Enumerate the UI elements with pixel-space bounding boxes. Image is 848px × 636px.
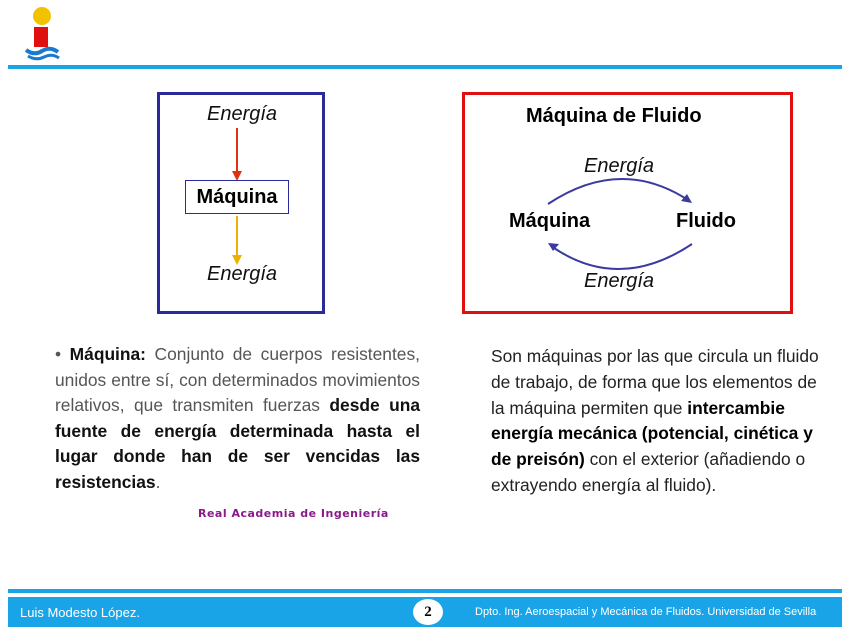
description-part1: Son máquinas por las que circula un fluido de trabajo, de forma que los elementos de la máquina permiten que xyxy=(491,346,819,418)
department-name: Dpto. Ing. Aeroespacial y Mecánica de Fluidos. Universidad de Sevilla xyxy=(475,606,817,618)
fluid-machine-title: Máquina de Fluido xyxy=(526,105,702,127)
definition-plain-text: Conjunto de cuerpos resistentes, unidos entre sí, con determinados movimientos relativos, que transmiten fuerzas xyxy=(55,344,420,415)
university-logo xyxy=(24,6,62,62)
machine-label: Máquina xyxy=(196,185,278,208)
footer-divider xyxy=(8,589,842,593)
down-arrow-yellow xyxy=(230,216,244,266)
machine-node-label: Máquina xyxy=(509,210,591,232)
bullet: • xyxy=(55,344,62,364)
fluid-machine-description xyxy=(491,344,821,499)
down-arrow-red xyxy=(230,128,244,182)
bottom-energy-label: Energía xyxy=(584,270,655,292)
machine-definition xyxy=(55,342,420,495)
header-divider xyxy=(8,65,842,69)
description-part2: con el exterior (añadiendo o extrayendo energía al fluido). xyxy=(491,449,806,495)
input-energy-label: Energía xyxy=(207,103,278,125)
author-name: Luis Modesto López. xyxy=(20,605,140,620)
page-number: 2 xyxy=(413,599,443,625)
top-energy-label: Energía xyxy=(584,155,655,177)
fluid-node-label: Fluido xyxy=(676,210,736,232)
output-energy-label: Energía xyxy=(207,263,278,285)
definition-term: Máquina: xyxy=(69,344,146,364)
source-attribution: Real Academia de Ingeniería xyxy=(198,507,389,520)
definition-bold-text: desde una fuente de energía determinada hasta el lugar donde han de ser vencidas las resistencias xyxy=(55,395,420,492)
machine-box xyxy=(185,180,289,214)
description-bold: intercambie energía mecánica (potencial, cinética y de preisón) xyxy=(491,397,813,470)
definition-end: . xyxy=(155,471,161,492)
